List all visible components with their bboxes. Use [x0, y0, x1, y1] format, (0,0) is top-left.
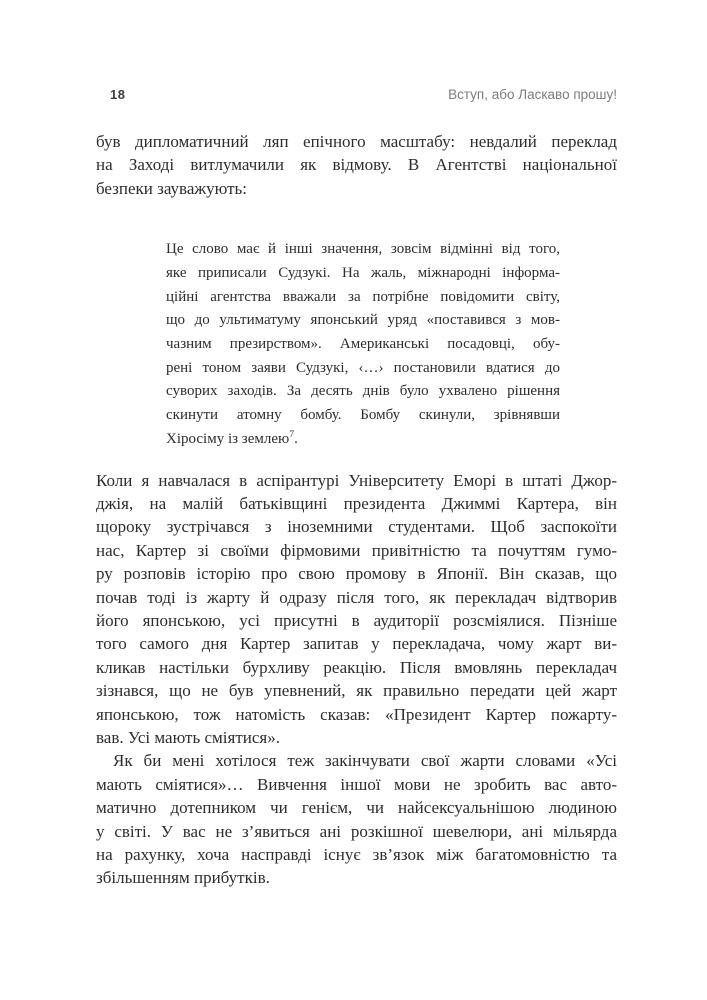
text-line: що до ультиматуму японський уряд «поставився з мов- [166, 312, 560, 329]
text-line: Коли я навчалася в аспірантурі Університету Еморі в штаті Джор- [96, 470, 617, 490]
page-body [96, 130, 617, 890]
text-line: кликав настільки бурхливу реакцію. Після вмовлянь перекладач [96, 657, 617, 677]
text-line: на рахунку, хоча насправді існує зв’язок між багатомовністю та [96, 845, 617, 865]
text-line: у світі. У вас не з’явиться ані розкішної шевелюри, ані мільярда [96, 821, 617, 841]
text-line: почав тоді із жарту й одразу після того, як перекладач відтворив [96, 587, 617, 607]
text-line: Як би мені хотілося теж закінчувати свої жарти словами «Усі [113, 751, 617, 771]
blockquote [166, 238, 560, 451]
text-line: був дипломатичний ляп епічного масштабу: невдалий переклад [96, 132, 617, 151]
text-line: збільшенням прибутків. [96, 868, 270, 888]
text-line: Це слово має й інші значення, зовсім відмінні від того, [166, 241, 560, 258]
text-line: джія, на малій батьківщині президента Джиммі Картера, він [96, 493, 617, 513]
text-line: вав. Усі мають сміятися». [96, 728, 280, 748]
page-header [110, 87, 617, 102]
text-line: чазним презирством». Американські посадовці, обу- [166, 336, 560, 353]
text-line: на Заході витлумачили як відмову. В Агентстві національної [96, 155, 617, 175]
footnote-marker: 7 [289, 428, 295, 440]
paragraph [96, 130, 617, 200]
text-line: японською, тож натомість сказав: «Президент Картер пожарту- [96, 704, 617, 724]
text-line: матично дотепником чи генієм, чи найсексуальнішою людиною [96, 798, 617, 818]
text-line: нас, Картер зі своїми фірмовими привітністю та почуттям гумо- [96, 540, 617, 560]
text-line: безпеки зауважують: [96, 178, 248, 198]
text-line: ру розповів історію про свою промову в Японії. Він сказав, що [96, 564, 617, 584]
text-line: рені тоном заяви Судзукі, ‹…› постановили вдатися до [166, 359, 560, 376]
text-line: зізнався, що не був упевнений, як правильно передати цей жарт [96, 681, 617, 701]
paragraph [96, 469, 617, 750]
paragraph [96, 749, 617, 889]
text-line: щороку зустрічався з іноземними студентами. Щоб заспокоїти [96, 517, 617, 537]
text-line: суворих заходів. За десять днів було ухвалено рішення [166, 383, 560, 400]
text-line: скинути атомну бомбу. Бомбу скинули, зрівнявши [166, 407, 560, 424]
page-number: 18 [110, 87, 126, 102]
running-title: Вступ, або Ласкаво прошу! [448, 87, 617, 102]
text-line: яке приписали Судзукі. На жаль, міжнародні інформа- [166, 264, 560, 281]
text-line: Хіросіму із землею$^7$. [166, 428, 298, 447]
text-line: того самого дня Картер запитав у перекладача, чому жарт ви- [96, 634, 617, 654]
text-line: його японською, усі присутні в аудиторії розсміялися. Пізніше [96, 610, 617, 630]
text-line: ційні агентства вважали за потрібне повідомити світу, [166, 288, 560, 305]
text-line: мають сміятися»… Вивчення іншої мови не зробить вас авто- [96, 774, 617, 794]
